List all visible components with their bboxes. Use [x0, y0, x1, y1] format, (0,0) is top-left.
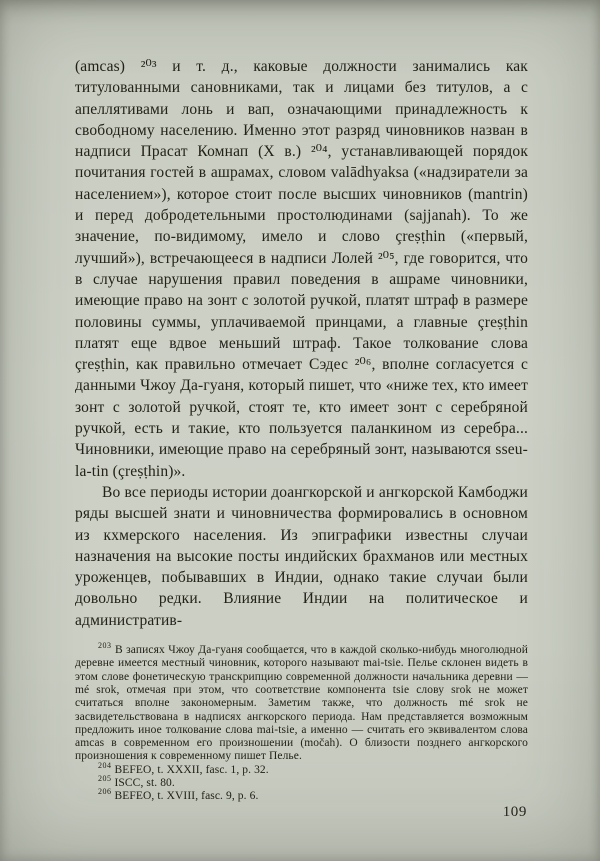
footnote-marker: 204: [98, 760, 112, 770]
paragraph: (amcas) ²⁰³ и т. д., каковые должности занимались как титулованными сановниками, так и лицами без титулов, а с апеллятивами лонь и вап, означающими принадлежность к свободному населению. Именно этот разряд чиновников назван в надписи Прасат Комнап (X в.) ²⁰⁴, устанавливающей порядок почитания гостей в ашрамах, словом valādhyaksa («надзиратели за населением»), которое стоит после высших чиновников (mantrin) и перед добродетельными простолюдинами (sajjanah). То же значение, по-видимому, имело и слово çreṣṭhin («первый, лучший»), встречающееся в надписи Лолей ²⁰⁵, где говорится, что в случае нарушения правил поведения в ашраме чиновники, имеющие право на зонт с золотой ручкой, платят штраф в размере половины суммы, уплачиваемой принцами, а главные çreṣṭhin платят еще вдвое меньший штраф. Такое толкование слова çreṣṭhin, как правильно отмечает Сэдес ²⁰⁶, вполне согласуется с данными Чжоу Да-гуаня, который пишет, что «ниже тех, кто имеет зонт с золотой ручкой, стоят те, кто имеет зонт с серебряной ручкой, есть и такие, кто пользуется паланкином из серебра... Чиновники, имеющие право на серебряный зонт, называются sseu-la-tin (çreṣṭhin)».: [75, 58, 528, 480]
footnote: $^{206}$ BEFEO, t. XVIII, fasc. 9, p. 6.: [98, 787, 259, 803]
page-number: 109: [502, 804, 527, 820]
footnote-marker: 206: [98, 787, 112, 797]
footnotes: [75, 641, 528, 804]
footnote-marker: 205: [98, 774, 112, 784]
footnote-marker: 203: [98, 641, 112, 651]
paragraph: Во все периоды истории доангкорской и ангкорской Камбоджи ряды высшей знати и чиновничества формировались в основном из кхмерского населения. Из эпиграфики известны случаи назначения на высокие посты индийских брахманов или местных уроженцев, побывавших в Индии, однако такие случаи были довольно редки. Влияние Индии на политическое и административ-: [75, 483, 528, 629]
footnote: $^{203}$ В записях Чжоу Да-гуаня сообщается, что в каждой сколько-нибудь многолюдной деревне имеется местный чиновник, которого называют mai-tsie. Пелье склонен видеть в этом слове фонетическую транскрипцию современной должности начальника деревни — mé srok, отмечая при этом, что соответствие компонента tsie слову srok не может считаться вполне закономерным. Заметим также, что должность mé srok не засвидетельствована в надписях ангкорского периода. Нам представляется возможным предложить иное толкование слова mai-tsie, а именно — считать его эквивалентом слова amcas в современном его произношении (močah). О близости позднего ангкорского произношения к современному пишет Пелье.: [75, 641, 528, 763]
main-text: [75, 56, 528, 631]
footnote: $^{205}$ ISCC, st. 80.: [98, 774, 175, 789]
footnote: $^{204}$ BEFEO, t. XXXII, fasc. 1, p. 32.: [98, 760, 269, 776]
text-block: [75, 56, 528, 804]
